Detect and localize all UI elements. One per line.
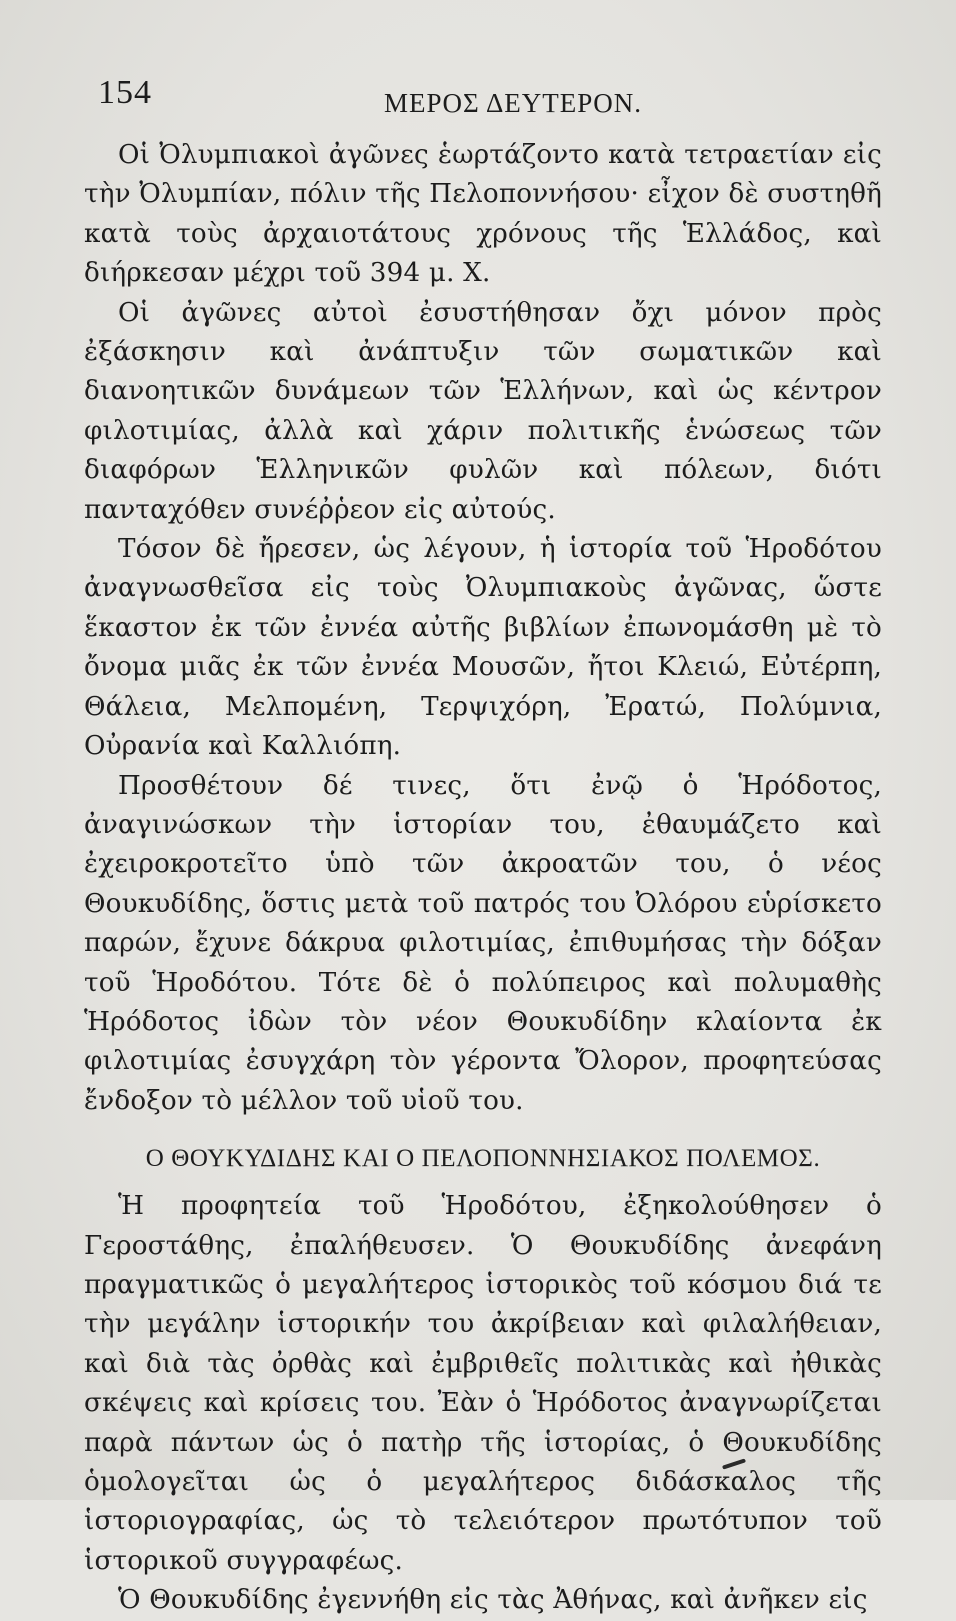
page-header [84, 74, 882, 122]
paragraph-thucydides-birth: Ὁ Θουκυδίδης ἐγεννήθη εἰς τὰς Ἀθήνας, καὶ ἀνῆκεν εἰς [118, 1585, 868, 1616]
paragraph-purpose-of-games: Οἱ ἀγῶνες αὐτοὶ ἐσυστήθησαν ὄχι μόνον πρὸς ἐξάσκησιν καὶ ἀνάπτυξιν τῶν σωματικῶν καὶ διανοητικῶν δυνάμεων τῶν Ἑλλήνων, καὶ ὡς κέντρον φιλοτιμίας, ἀλλὰ καὶ χάριν πολιτικῆς ἑνώσεως τῶν διαφόρων Ἑλληνικῶν φυλῶν καὶ πόλεων, διότι πανταχόθεν συνέῤῥεον εἰς αὐτούς. [84, 297, 882, 525]
section-title: Ο ΘΟΥΚΥΔΙΔΗΣ ΚΑΙ Ο ΠΕΛΟΠΟΝΝΗΣΙΑΚΟΣ ΠΟΛΕΜΟΣ. [145, 1145, 821, 1173]
paragraph-young-thucydides: Προσθέτουν δέ τινες, ὅτι ἐνῷ ὁ Ἡρόδοτος, ἀναγινώσκων τὴν ἱστορίαν του, ἐθαυμάζετο καὶ ἐχειροκροτεῖτο ὑπὸ τῶν ἀκροατῶν του, ὁ νέος Θουκυδίδης, ὅστις μετὰ τοῦ πατρός του Ὀλόρου εὑρίσκετο παρών, ἔχυνε δάκρυα φιλοτιμίας, ἐπιθυμήσας τὴν δόξαν τοῦ Ἡροδότου. Τότε δὲ ὁ πολύπειρος καὶ πολυμαθὴς Ἡρόδοτος ἰδὼν τὸν νέον Θουκυδίδην κλαίοντα ἐκ φιλοτιμίας ἐσυγχάρη τὸν γέροντα Ὄλορον, προφητεύσας ἔνδοξον τὸ μέλλον τοῦ υἱοῦ του. [84, 770, 882, 1116]
paragraph-herodotus-muses: Τόσον δὲ ἤρεσεν, ὡς λέγουν, ἡ ἱστορία τοῦ Ἡροδότου ἀναγνωσθεῖσα εἰς τοὺς Ὀλυμπιακοὺς ἀγῶνας, ὥστε ἕκαστον ἐκ τῶν ἐννέα αὐτῆς βιβλίων ἐπωνομάσθη μὲ τὸ ὄνομα μιᾶς ἐκ τῶν ἐννέα Μουσῶν, ἤτοι Κλειώ, Εὐτέρπη, Θάλεια, Μελπομένη, Τερψιχόρη, Ἐρατώ, Πολύμνια, Οὐρανία καὶ Καλλιόπη. [84, 534, 882, 762]
paragraph-prophecy-fulfilled: Ἡ προφητεία τοῦ Ἡροδότου, ἐξηκολούθησεν ὁ Γεροστάθης, ἐπαλήθευσεν. Ὁ Θουκυδίδης ἀνεφάνη πραγματικῶς ὁ μεγαλήτερος ἱστορικὸς τοῦ κόσμου διά τε τὴν μεγάλην ἱστορικήν του ἀκρίβειαν καὶ φιλαλήθειαν, καὶ διὰ τὰς ὀρθὰς καὶ ἐμβριθεῖς πολιτικὰς καὶ ἠθικὰς σκέψεις καὶ κρίσεις του. Ἐὰν ὁ Ἡρόδοτος ἀναγνωρίζεται παρὰ πάντων ὡς ὁ πατὴρ τῆς ἱστορίας, ὁ Θουκυδίδης ὁμολογεῖται ὡς ὁ μεγαλήτερος διδάσκαλος τῆς ἱστοριογραφίας, ὡς τὸ τελειότερον πρωτότυπον τοῦ ἱστορικοῦ συγγραφέως. [84, 1191, 882, 1576]
page-number: 154 [98, 74, 152, 111]
paragraph-olympic-games: Οἱ Ὀλυμπιακοὶ ἀγῶνες ἑωρτάζοντο κατὰ τετραετίαν εἰς τὴν Ὀλυμπίαν, πόλιν τῆς Πελοποννήσου· εἶχον δὲ συστηθῆ κατὰ τοὺς ἀρχαιοτάτους χρόνους τῆς Ἑλλάδος, καὶ διήρκεσαν μέχρι τοῦ 394 μ. Χ. [84, 140, 882, 289]
running-head: ΜΕΡΟΣ ΔΕΥΤΕΡΟΝ. [383, 88, 643, 118]
